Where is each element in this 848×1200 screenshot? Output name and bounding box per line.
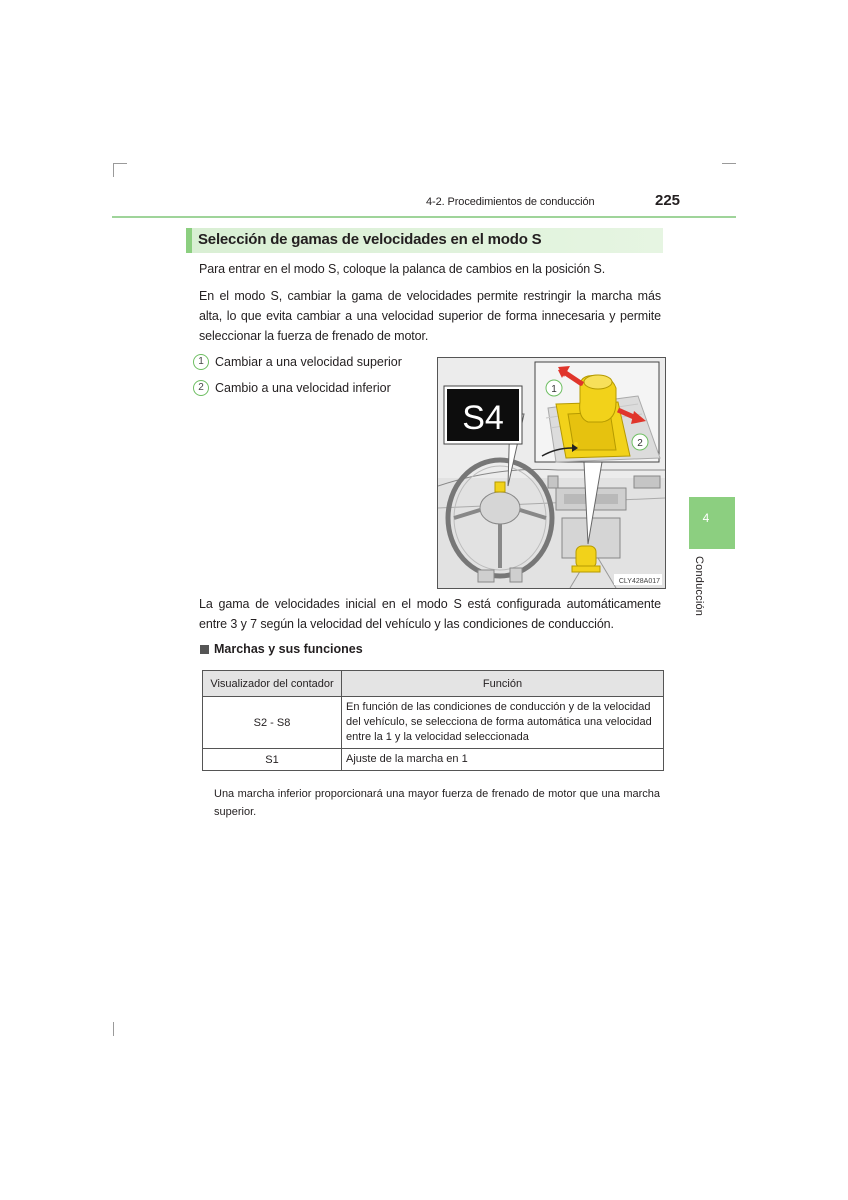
square-bullet-icon — [200, 645, 209, 654]
header-rule — [112, 216, 736, 218]
callout-number-2: 2 — [193, 380, 209, 396]
chapter-tab[interactable] — [689, 497, 735, 549]
mode-s-paragraph: En el modo S, cambiar la gama de velocidades permite restringir la marcha más alta, lo que evita cambiar a una velocidad superior de forma innecesaria y permite seleccionar la fuerza de frenado de motor. — [199, 289, 661, 343]
table-row — [203, 697, 664, 749]
gears-subheading-text: Marchas y sus funciones — [214, 642, 363, 656]
marker-1-text: 1 — [551, 384, 557, 395]
engine-brake-note: Una marcha inferior proporcionará una mayor fuerza de frenado de motor que una marcha superior. — [214, 788, 660, 818]
table-cell-function: Ajuste de la marcha en 1 — [342, 749, 664, 771]
table-cell-display: S1 — [203, 749, 342, 771]
table-cell-function: En función de las condiciones de conducción y de la velocidad del vehículo, se selecciona de forma automática una velocidad entre la 1 y la velocidad seleccionada — [342, 697, 664, 749]
gears-subheading — [200, 642, 363, 656]
callout-upshift — [193, 354, 402, 370]
figure-code: CLY428A017 — [618, 578, 660, 585]
page-number: 225 — [655, 192, 681, 209]
chapter-number: 4 — [702, 511, 710, 525]
dashboard-illustration — [438, 358, 665, 588]
initial-range-paragraph: La gama de velocidades inicial en el modo S está configurada automáticamente entre 3 y 7 según la velocidad del vehículo y las condiciones de conducción. — [199, 597, 661, 631]
crop-mark — [113, 163, 114, 177]
crop-mark — [113, 1022, 114, 1036]
crop-mark — [113, 163, 127, 164]
section-title — [186, 228, 663, 253]
table-header-function: Función — [342, 671, 664, 697]
shift-lever-figure — [437, 357, 666, 589]
gears-table — [202, 670, 664, 771]
marker-2-text: 2 — [637, 438, 643, 449]
callout-label-upshift: Cambiar a una velocidad superior — [215, 355, 402, 369]
table-row — [203, 749, 664, 771]
table-cell-display: S2 - S8 — [203, 697, 342, 749]
intro-paragraph: Para entrar en el modo S, coloque la palanca de cambios en la posición S. — [199, 262, 606, 276]
table-header-display: Visualizador del contador — [203, 671, 342, 697]
meter-display-text: S4 — [462, 399, 504, 437]
callout-label-downshift: Cambio a una velocidad inferior — [215, 381, 391, 395]
table-header-row — [203, 671, 664, 697]
crop-mark — [722, 163, 736, 164]
callout-downshift — [193, 380, 391, 396]
header-section: 4-2. Procedimientos de conducción — [426, 196, 595, 208]
chapter-label: Conducción — [693, 556, 705, 617]
section-title-text: Selección de gamas de velocidades en el modo S — [198, 231, 542, 248]
callout-number-1: 1 — [193, 354, 209, 370]
